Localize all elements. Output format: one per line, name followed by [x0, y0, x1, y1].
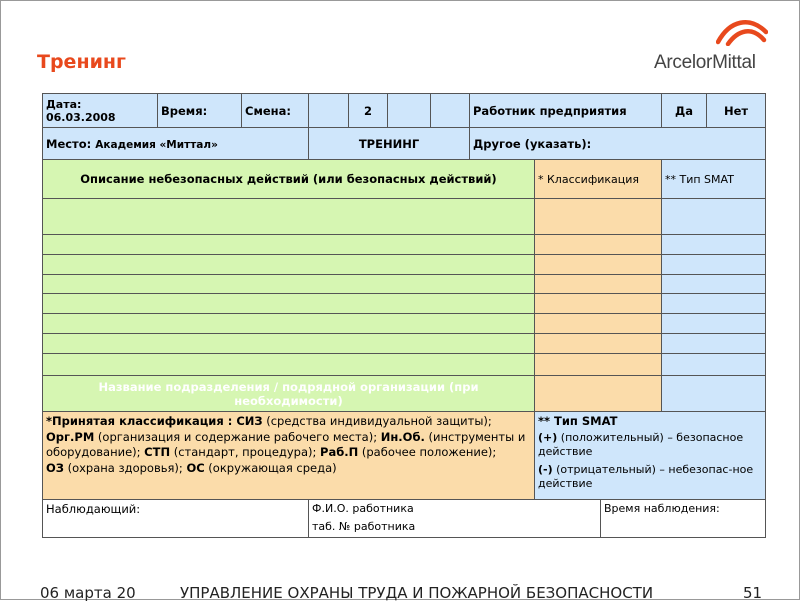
- place-value: Академия «Миттал»: [95, 138, 218, 151]
- shift-value: 2: [349, 94, 388, 128]
- no-label[interactable]: Нет: [707, 94, 766, 128]
- classification-cell[interactable]: [535, 314, 662, 334]
- logo-arc-icon: [716, 16, 768, 46]
- legend-text: (организация и содержание рабочего места);: [94, 429, 381, 444]
- observer-label[interactable]: Наблюдающий:: [43, 500, 309, 538]
- classification-cell[interactable]: [535, 275, 662, 294]
- worker-info-cell[interactable]: [309, 500, 601, 538]
- table-row: [43, 235, 766, 255]
- other-label[interactable]: Другое (указать):: [470, 128, 766, 160]
- worker-label: Работник предприятия: [470, 94, 662, 128]
- description-cell[interactable]: [43, 255, 535, 275]
- smat-negative-mark: (-): [538, 462, 553, 476]
- shift-label: Смена:: [242, 94, 309, 128]
- description-cell[interactable]: [43, 275, 535, 294]
- legend-text: (окружающая среда): [204, 460, 337, 475]
- classification-cell[interactable]: [535, 235, 662, 255]
- observation-form: [42, 93, 766, 538]
- description-header: Описание небезопасных действий (или безопасных действий): [43, 160, 535, 199]
- description-cell[interactable]: [43, 334, 535, 354]
- legend-oz: ОЗ: [46, 460, 64, 475]
- smat-cell[interactable]: [662, 354, 766, 376]
- legend-os: ОС: [186, 460, 205, 475]
- smat-legend: [535, 412, 766, 500]
- date-label: Дата:: [46, 97, 82, 111]
- table-row: [43, 255, 766, 275]
- time-label: Время:: [158, 94, 242, 128]
- smat-cell[interactable]: [662, 235, 766, 255]
- footer-department: УПРАВЛЕНИЕ ОХРАНЫ ТРУДА И ПОЖАРНОЙ БЕЗОПАСНОСТИ: [180, 584, 654, 602]
- legend-stp: СТП: [144, 445, 171, 459]
- footer-page-number: 51: [743, 584, 763, 602]
- table-row: [43, 294, 766, 314]
- logo-text: ArcelorMittal: [654, 52, 756, 73]
- arcelormittal-logo: [654, 16, 769, 76]
- table-row: [43, 314, 766, 334]
- table-row: [43, 199, 766, 235]
- classification-header: * Классификация: [535, 160, 662, 199]
- empty-cell[interactable]: [388, 94, 431, 128]
- page-title: Тренинг: [37, 51, 126, 73]
- legend-rabp: Раб.П: [320, 445, 359, 459]
- tab-number-label: таб. № работника: [312, 520, 416, 533]
- smat-negative: [538, 463, 762, 492]
- classification-cell[interactable]: [535, 354, 662, 376]
- smat-positive-mark: (+): [538, 430, 558, 444]
- legend-siz: *Принятая классификация : СИЗ: [46, 414, 263, 428]
- legend-inob: Ин.Об.: [380, 429, 425, 444]
- place-cell: [43, 128, 309, 160]
- date-value: 06.03.2008: [46, 110, 116, 124]
- description-cell[interactable]: [43, 235, 535, 255]
- description-cell[interactable]: [43, 199, 535, 235]
- place-label: Место:: [46, 136, 92, 151]
- division-label[interactable]: Название подразделения / подрядной организации (при необходимости): [43, 376, 535, 412]
- empty-cell[interactable]: [431, 94, 470, 128]
- footer-date: 06 марта 20: [40, 584, 136, 602]
- smat-cell[interactable]: [662, 275, 766, 294]
- smat-positive: [538, 431, 762, 460]
- legend-text: (стандарт, процедура);: [170, 445, 321, 459]
- shift-empty-cell[interactable]: [309, 94, 349, 128]
- smat-cell[interactable]: [662, 294, 766, 314]
- classification-legend: [43, 412, 535, 500]
- smat-cell[interactable]: [662, 376, 766, 412]
- yes-label[interactable]: Да: [662, 94, 707, 128]
- legend-text: (инструменты и оборудование);: [46, 429, 526, 459]
- description-cell[interactable]: [43, 294, 535, 314]
- classification-cell[interactable]: [535, 199, 662, 235]
- date-cell: [43, 94, 158, 128]
- smat-cell[interactable]: [662, 334, 766, 354]
- description-cell[interactable]: [43, 314, 535, 334]
- table-row: [43, 275, 766, 294]
- table-row: [43, 354, 766, 376]
- classification-cell[interactable]: [535, 255, 662, 275]
- classification-cell[interactable]: [535, 294, 662, 314]
- classification-cell[interactable]: [535, 376, 662, 412]
- legend-text: (рабочее положение);: [358, 445, 497, 459]
- classification-cell[interactable]: [535, 334, 662, 354]
- smat-cell[interactable]: [662, 255, 766, 275]
- legend-orgrm: Орг.РМ: [46, 429, 95, 444]
- legend-text: (охрана здоровья);: [63, 460, 187, 475]
- smat-negative-text: (отрицательный) – небезопас-ное действие: [538, 462, 754, 490]
- description-cell[interactable]: [43, 354, 535, 376]
- smat-type-header: ** Тип SMAT: [662, 160, 766, 199]
- fio-label: Ф.И.О. работника: [312, 502, 414, 515]
- observation-time-label[interactable]: Время наблюдения:: [601, 500, 766, 538]
- legend-text: (средства индивидуальной защиты);: [262, 414, 492, 428]
- smat-cell[interactable]: [662, 314, 766, 334]
- smat-cell[interactable]: [662, 199, 766, 235]
- smat-positive-text: (положительный) – безопасное действие: [538, 430, 744, 458]
- table-row: [43, 334, 766, 354]
- training-label: ТРЕНИНГ: [309, 128, 470, 160]
- smat-legend-title: ** Тип SMAT: [538, 414, 618, 428]
